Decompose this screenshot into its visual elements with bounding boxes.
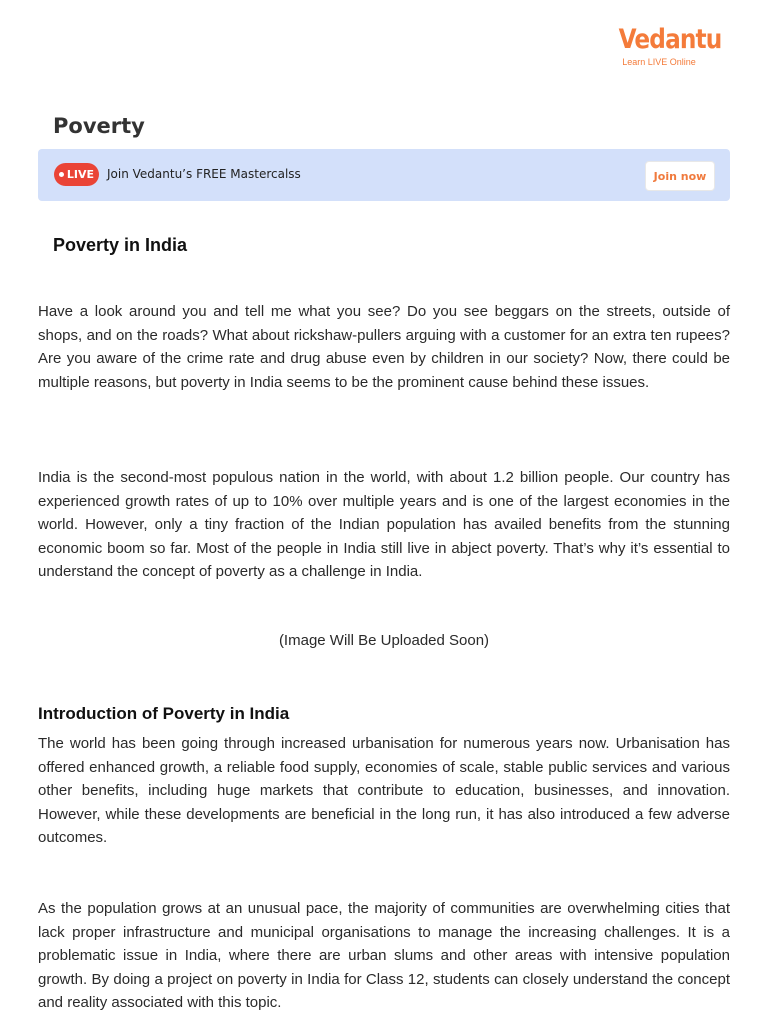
live-badge-label: LIVE [66,168,95,181]
masterclass-banner [38,149,730,201]
banner-text: Join Vedantu’s FREE Mastercalss [107,167,301,181]
live-dot-icon [59,172,64,177]
paragraph: India is the second-most populous nation in the world, with about 1.2 billion people. Our country has experienced growth rates of up to 10% over multiple years and is one of the largest economies in the world. However, only a tiny fraction of the Indian population has availed benefits from the stunning economic boom so far. Most of the people in India still live in abject poverty. That’s why it’s essential to understand the concept of poverty as a challenge in India. [38,469,730,580]
vedantu-logo[interactable] [612,22,722,67]
live-badge [54,163,99,186]
logo-tagline: Learn LIVE Online [622,57,696,67]
paragraph: The world has been going through increased urbanisation for numerous years now. Urbanisation has offered enhanced growth, a reliable food supply, economies of scale, stable public services and various other benefits, including huge markets that contribute to education, businesses, and innovation. However, while these developments are beneficial in the long run, it has also introduced a few adverse outcomes. [38,735,730,846]
image-placeholder-text: (Image Will Be Uploaded Soon) [278,632,490,649]
logo-wordmark: Vedantu [618,24,722,55]
join-now-button[interactable]: Join now [645,161,715,191]
section-title: Poverty in India [53,235,188,255]
paragraph: Have a look around you and tell me what you see? Do you see beggars on the streets, outside of shops, and on the roads? What about rickshaw-pullers arguing with a customer for an extra ten rupees? Are you aware of the crime rate and drug abuse even by children in our society? Now, there could be multiple reasons, but poverty in India seems to be the prominent cause behind these issues. [38,303,730,391]
paragraph: As the population grows at an unusual pace, the majority of communities are overwhelming cities that lack proper infrastructure and municipal organisations to manage the increasing challenges. It is a problematic issue in India, where there are urban slums and other areas with intensive population growth. By doing a project on poverty in India for Class 12, students can closely understand the concept and reality associated with this topic. [38,900,730,1011]
page-title: Poverty [53,114,145,138]
subsection-title: Introduction of Poverty in India [38,704,290,723]
